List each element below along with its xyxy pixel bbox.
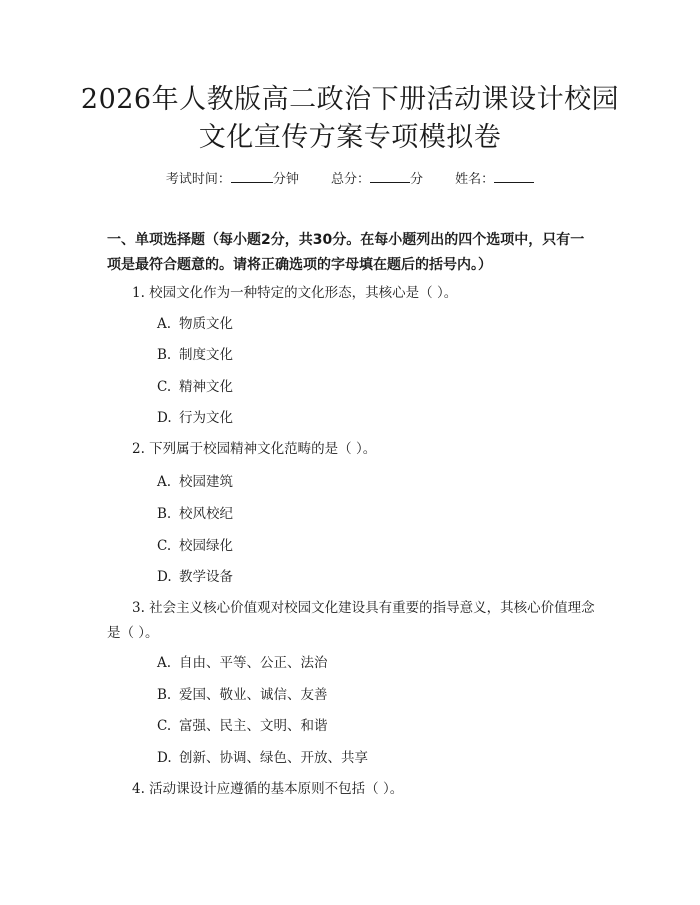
question-2-option-a bbox=[157, 472, 233, 492]
question-3-stem: 3. 社会主义核心价值观对校园文化建设具有重要的指导意义，其核心价值理念是（ ）。 bbox=[107, 600, 595, 641]
exam-info-row bbox=[0, 168, 700, 190]
option-letter: A. bbox=[157, 474, 172, 490]
exam-title-line-2: 文化宣传方案专项模拟卷 bbox=[198, 122, 502, 153]
option-letter: C. bbox=[157, 718, 172, 734]
question-3-option-d bbox=[157, 748, 368, 768]
option-text: 自由、平等、公正、法治 bbox=[179, 655, 328, 671]
option-text: 爱国、敬业、诚信、友善 bbox=[179, 687, 328, 703]
option-text: 制度文化 bbox=[179, 347, 233, 363]
option-text: 行为文化 bbox=[179, 410, 233, 426]
question-2-option-d bbox=[157, 567, 233, 587]
exam-time-label: 考试时间： bbox=[165, 172, 231, 187]
student-name-field bbox=[455, 172, 534, 187]
exam-time-blank bbox=[231, 168, 273, 183]
option-letter: A. bbox=[157, 655, 172, 671]
option-letter: C. bbox=[157, 538, 172, 554]
total-score-field bbox=[331, 172, 427, 187]
total-score-blank bbox=[370, 168, 410, 183]
option-text: 精神文化 bbox=[179, 379, 233, 395]
student-name-label: 姓名： bbox=[455, 172, 495, 187]
question-1-stem: 1. 校园文化作为一种特定的文化形态，其核心是（ ）。 bbox=[132, 285, 458, 301]
question-1-option-a bbox=[157, 314, 233, 334]
option-text: 创新、协调、绿色、开放、共享 bbox=[179, 750, 368, 766]
option-letter: B. bbox=[157, 506, 172, 522]
question-4-stem: 4. 活动课设计应遵循的基本原则不包括（ ）。 bbox=[132, 781, 404, 797]
option-letter: C. bbox=[157, 379, 172, 395]
option-letter: D. bbox=[157, 569, 172, 585]
question-2-option-b bbox=[157, 504, 233, 524]
option-text: 物质文化 bbox=[179, 316, 233, 332]
student-name-blank bbox=[494, 168, 534, 183]
option-text: 校园绿化 bbox=[179, 538, 233, 554]
question-2-option-c bbox=[157, 536, 233, 556]
exam-title-line-1: 2026年人教版高二政治下册活动课设计校园 bbox=[80, 84, 620, 115]
question-3-option-c bbox=[157, 716, 328, 736]
option-text: 富强、民主、文明、和谐 bbox=[179, 718, 328, 734]
question-2-stem: 2. 下列属于校园精神文化范畴的是（ ）。 bbox=[132, 441, 377, 457]
question-1-option-b bbox=[157, 345, 233, 365]
exam-time-field bbox=[166, 172, 303, 187]
section-1-header: 一、单项选择题（每小题2分，共30分。在每小题列出的四个选项中，只有一项是最符合题意的。请将正确选项的字母填在题后的括号内。） bbox=[107, 232, 585, 273]
total-score-unit: 分 bbox=[410, 172, 424, 187]
option-letter: D. bbox=[157, 410, 172, 426]
option-text: 校园建筑 bbox=[179, 474, 233, 490]
question-1-option-d bbox=[157, 408, 233, 428]
total-score-label: 总分： bbox=[330, 172, 370, 187]
question-1-option-c bbox=[157, 377, 233, 397]
option-letter: B. bbox=[157, 687, 172, 703]
exam-time-unit: 分钟 bbox=[272, 172, 299, 187]
option-letter: A. bbox=[157, 316, 172, 332]
question-3-option-a bbox=[157, 653, 328, 673]
option-text: 校风校纪 bbox=[179, 506, 233, 522]
option-letter: D. bbox=[157, 750, 172, 766]
option-text: 教学设备 bbox=[179, 569, 233, 585]
option-letter: B. bbox=[157, 347, 172, 363]
question-3-option-b bbox=[157, 685, 328, 705]
